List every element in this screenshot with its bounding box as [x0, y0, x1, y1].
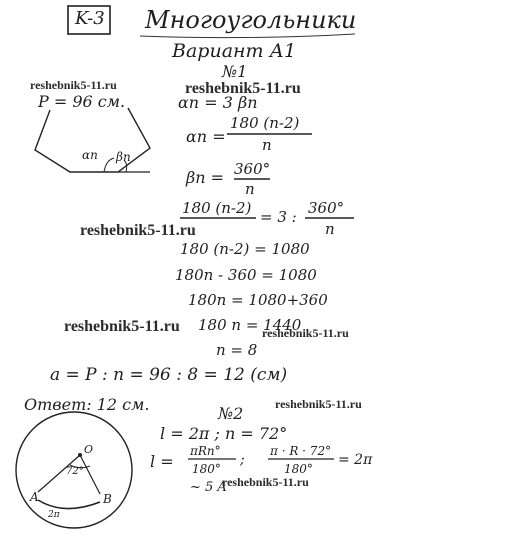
- p2-l-label: l =: [150, 452, 174, 471]
- title-underline: [140, 34, 355, 38]
- watermark-3: reshebnik5-11.ru: [80, 222, 196, 239]
- line-step-2: 180n - 360 = 1080: [175, 266, 317, 284]
- circle-center-label: O: [84, 443, 94, 456]
- p2-semicolon: ;: [240, 452, 245, 468]
- eq-three-div: = 3 :: [260, 208, 297, 226]
- line-beta-def: βn =: [186, 168, 225, 187]
- circle-point-b: B: [103, 492, 112, 506]
- p2-frac2-den: 180°: [284, 462, 313, 476]
- answer-text: Ответ: 12 см.: [24, 395, 150, 414]
- variant-label: Вариант А1: [172, 40, 297, 62]
- line-side-result: a = P : n = 96 : 8 = 12 (см): [50, 365, 288, 385]
- frac1-denominator: n: [262, 136, 272, 154]
- angle-alpha-label: αn: [82, 148, 98, 162]
- line-step-4: 180 n = 1440: [198, 316, 302, 334]
- watermark-1: reshebnik5-11.ru: [30, 78, 117, 92]
- line-alpha-def: αn =: [186, 127, 226, 146]
- page-title: Многоугольники: [145, 6, 357, 34]
- center-dot: [78, 453, 82, 457]
- problem2-number: №2: [218, 404, 244, 423]
- watermark-7: reshebnik5-11.ru: [222, 475, 309, 489]
- circle-arc-label: 2π: [48, 510, 60, 520]
- angle-arc-a: [104, 158, 114, 172]
- watermark-5: reshebnik5-11.ru: [262, 326, 349, 340]
- line-step-3: 180n = 1080+360: [188, 291, 328, 309]
- watermark-4: reshebnik5-11.ru: [64, 318, 180, 335]
- problem1-number: №1: [222, 62, 248, 81]
- watermark-2: reshebnik5-11.ru: [185, 80, 301, 97]
- frac4-denominator: n: [325, 220, 335, 238]
- p2-tail: ~ 5 A: [190, 480, 227, 495]
- perimeter-text: P = 96 см.: [38, 92, 126, 111]
- arc-ab: [38, 500, 100, 509]
- circle-point-a: A: [30, 490, 39, 504]
- line-step-1: 180 (n-2) = 1080: [180, 240, 310, 258]
- frac4-numerator: 360°: [308, 199, 345, 217]
- frac1-numerator: 180 (n-2): [230, 114, 300, 132]
- p2-result: = 2π: [338, 452, 373, 468]
- angle-beta-label: βn: [116, 150, 131, 164]
- k3-label: K-3: [75, 8, 105, 29]
- p2-line1: l = 2π ; n = 72°: [160, 424, 288, 443]
- frac2-denominator: n: [245, 180, 255, 198]
- polygon-sketch: [35, 108, 150, 172]
- frac2-numerator: 360°: [234, 160, 271, 178]
- p2-frac2-num: π · R · 72°: [270, 444, 332, 458]
- line-step-5: n = 8: [216, 341, 258, 359]
- line-alpha-eq: αn = 3 βn: [178, 93, 258, 112]
- p2-frac1-den: 180°: [192, 462, 221, 476]
- circle-angle-label: 72°: [66, 466, 84, 477]
- frac3-numerator: 180 (n-2): [182, 199, 252, 217]
- watermark-6: reshebnik5-11.ru: [275, 397, 362, 411]
- p2-frac1-num: πRn°: [190, 444, 221, 458]
